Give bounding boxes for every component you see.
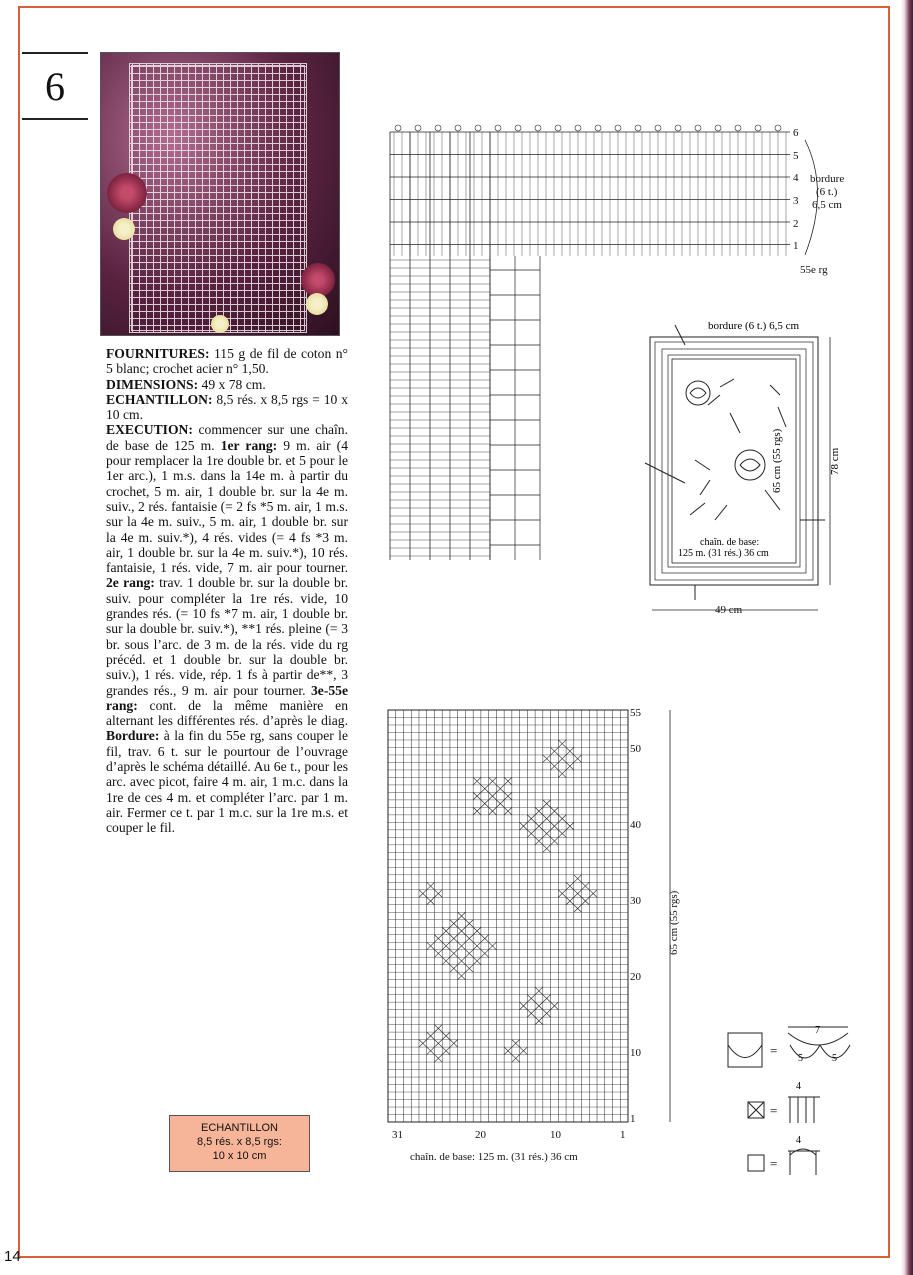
filet-chart-diagram [380,700,710,1170]
layout-base-label-1: chaîn. de base: [700,537,760,548]
rang3-text: cont. de la même manière en alternant les différentes rés. d’après le diag. [106,697,348,729]
page-edge [901,0,913,1275]
chart-col-number: 31 [392,1129,403,1141]
chart-base-label: chaîn. de base: 125 m. (31 rés.) 36 cm [410,1151,578,1163]
echantillon-text: 8,5 rés. x 8,5 rgs = 10 x 10 cm. [106,391,348,423]
pattern-number: 6 [22,52,88,120]
flower-decoration [211,315,229,333]
chart-col-number: 20 [475,1129,486,1141]
layout-inner-height-label: 65 cm (55 rgs) [771,428,783,493]
border-tours-label: (6 t.) [816,186,838,198]
legend-arc-right: 5 [832,1053,837,1064]
stitch-legend [720,1015,860,1185]
bordure-label: Bordure: [106,728,160,744]
page-number: 14 [4,1248,21,1265]
border-row-number: 5 [793,150,799,162]
chart-row-number: 50 [630,743,641,755]
border-cm-label: 6,5 cm [812,199,842,211]
bordure-text: à la fin du 55e rg, sans couper le fil, trav. 6 t. sur le pourtour de l’ouvrage d’après le schéma détaillé. Au 6e t., pour les arc. avec picot, faire 4 m. air, 1 m.c. dans la 1re de ces 4 m. et compléter l’arc. par 1 m. air. Fermer ce t. par 1 m.c. sur la 1re m.s. et couper le fil. [106,728,348,836]
instructions-text [106,346,348,836]
rose-decoration [107,173,147,213]
flower-decoration [306,293,328,315]
legend-arc-left: 5 [798,1053,803,1064]
legend-filled-symbol [748,1081,820,1123]
legend-arc-top: 7 [815,1025,820,1036]
chart-height-label: 65 cm (55 rgs) [668,890,680,955]
legend-empty-count: 4 [796,1135,801,1146]
sample-title: ECHANTILLON [200,1122,279,1134]
layout-height-label: 78 cm [829,447,841,475]
flower-decoration [113,218,135,240]
rang2-label: 2e rang: [106,575,155,591]
rang3-label: 3e-55e rang: [106,682,348,713]
execution-label: EXECUTION: [106,422,193,438]
dimensions-label: DIMENSIONS: [106,376,199,392]
sample-gauge: 8,5 rés. x 8,5 rgs: [197,1136,282,1148]
legend-filled-count: 4 [796,1081,801,1092]
legend-empty-symbol [748,1135,820,1175]
rang1-label: 1er rang: [220,437,278,453]
sample-size: 10 x 10 cm [212,1150,267,1162]
border-row-number: 3 [793,195,799,207]
dimensions-text: 49 x 78 cm. [198,376,266,392]
product-photo [100,52,340,336]
chart-col-number: 10 [550,1129,561,1141]
legend-equals: = [770,1043,778,1058]
border-row-number: 6 [793,127,799,139]
chart-row-number: 55 [630,707,641,719]
chart-row-number: 40 [630,819,641,831]
rang2-text: trav. 1 double br. sur la double br. suiv. pour compléter la 1re rés. vide, 10 grandes rés. (= 10 fs *7 m. air, 1 double br. sur la double br. suiv.*), **1 rés. pleine (= 3 br. sous l’arc. de 3 m. de la rés. vide du rg précéd. et 1 double br. sur la double br. suiv.), 1 rés. vide, rép. 1 fs à partir de**, 3 grandes rés., 9 m. air pour tourner. [106,575,348,698]
border-row-number: 1 [793,240,799,252]
chart-row-number: 1 [630,1113,636,1125]
chart-row-number: 10 [630,1047,641,1059]
legend-arc-symbol [728,1025,850,1067]
execution-text: commencer sur une chaîn. de base de 125 m. [106,422,348,453]
fournitures-text: 115 g de fil de coton n° 5 blanc; crochet acier n° 1,50. [106,346,348,377]
fournitures-label: FOURNITURES: [106,346,210,361]
legend-equals: = [770,1156,778,1171]
border-label: bordure [810,173,845,185]
legend-equals: = [770,1103,778,1118]
rang1-text: 9 m. air (4 pour remplacer la 1re double br. et 5 pour le 1er arc.), 1 m.s. dans la 14e m. à partir du crochet, 5 m. air, 1 double br. sur la 4e m. suiv., 2 rés. fantaisie (= 2 fs *5 m. air, 1 m.s. sur la 4e m. suiv., 5 m. air, 1 double br. sur la 4e m. suiv.*), 4 rés. vides (= 4 fs *3 m. air, 1 double br. sur la 4e m. suiv.*), 10 rés. fantaisie, 1 rés. vide, 7 m. air pour tourner. [106,437,348,576]
chart-row-number: 30 [630,895,641,907]
layout-width-label: 49 cm [715,604,743,616]
chart-row-number: 20 [630,971,641,983]
echantillon-label: ECHANTILLON: [106,391,213,407]
border-row-number: 4 [793,172,799,184]
crochet-runner-image [129,63,307,333]
layout-base-label-2: 125 m. (31 rés.) 36 cm [678,548,769,559]
layout-border-label: bordure (6 t.) 6,5 cm [708,320,800,332]
layout-diagram [620,315,870,620]
chart-col-number: 1 [620,1129,626,1141]
border-row-number: 2 [793,218,799,230]
sample-box [169,1115,310,1172]
rose-decoration [301,263,335,297]
border-row-label: 55e rg [800,264,828,276]
